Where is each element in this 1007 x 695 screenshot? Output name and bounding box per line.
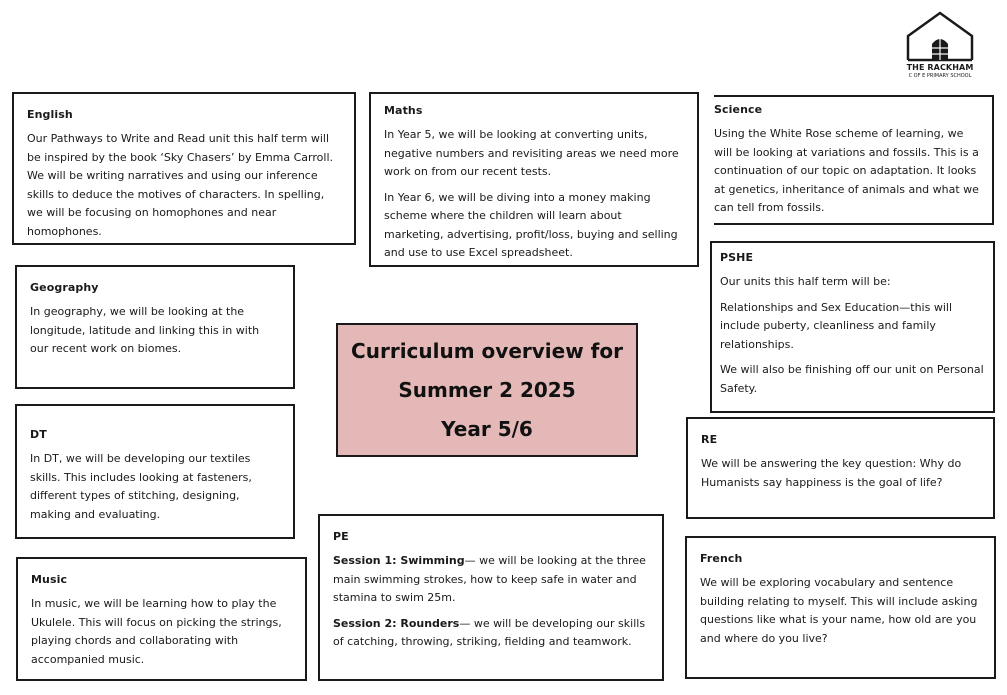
music-panel — [16, 557, 307, 681]
curriculum-title-box — [336, 323, 638, 457]
french-text: We will be exploring vocabulary and sentence building relating to myself. This will include asking questions like what is your name, how old are you and where do you live? — [700, 576, 978, 645]
pe-session-2-label: Session 2: Rounders — [333, 616, 460, 630]
french-heading: French — [700, 552, 743, 565]
music-text: In music, we will be learning how to play the Ukulele. This will focus on picking the strings, playing chords and collaborating with accompanied music. — [31, 597, 282, 666]
pshe-intro-text: Our units this half term will be: — [720, 275, 891, 288]
maths-year5-text: In Year 5, we will be looking at converting units, negative numbers and revisiting areas we need more work on from our recent tests. — [384, 128, 679, 178]
pe-session-1-label: Session 1: Swimming — [333, 554, 465, 567]
pshe-rse-text: Relationships and Sex Education—this will include puberty, cleanliness and family relationships. — [720, 300, 953, 351]
maths-year6-text: In Year 6, we will be diving into a money making scheme where the children will learn about marketing, advertising, profit/loss, buying and selling and use to use Excel spreadsheet. — [384, 190, 678, 259]
english-panel — [12, 92, 356, 245]
french-panel — [685, 536, 996, 679]
dt-text: In DT, we will be developing our textiles skills. This includes looking at fasteners, different types of stitching, designing, making and evaluating. — [30, 452, 252, 521]
title-line-3: Year 5/6 — [441, 416, 533, 441]
geography-heading: Geography — [30, 281, 99, 294]
pshe-panel — [710, 241, 995, 413]
pshe-safety-text: We will also be finishing off our unit on Personal Safety. — [720, 363, 984, 395]
pshe-heading: PSHE — [720, 251, 754, 264]
dt-panel — [15, 404, 295, 539]
maths-panel — [369, 92, 699, 267]
school-name: THE RACKHAM — [906, 63, 974, 72]
science-panel — [714, 95, 994, 225]
science-text: Using the White Rose scheme of learning, we will be looking at variations and fossils. This is a continuation of our topic on adaptation. It looks at genetics, inheritance of animals and what we can tell from fossils. — [714, 127, 979, 214]
re-heading: RE — [701, 433, 718, 446]
maths-heading: Maths — [384, 104, 423, 117]
re-text: We will be answering the key question: Why do Humanists say happiness is the goal of life? — [701, 457, 962, 489]
school-logo — [900, 10, 980, 90]
pe-panel — [318, 514, 664, 681]
pe-session-2-text: — we will be developing our skills of catching, throwing, striking, fielding and teamwork. — [333, 616, 646, 648]
english-heading: English — [27, 108, 73, 121]
title-line-2: Summer 2 2025 — [398, 377, 576, 402]
geography-text: In geography, we will be looking at the longitude, latitude and linking this in with our recent work on biomes. — [30, 305, 260, 355]
pe-session-2 — [333, 615, 649, 652]
school-subtitle: C OF E PRIMARY SCHOOL — [908, 73, 972, 79]
pe-session-1 — [333, 552, 649, 608]
title-line-1: Curriculum overview for — [351, 338, 623, 363]
geography-panel — [15, 265, 295, 389]
dt-heading: DT — [30, 428, 47, 441]
re-panel — [686, 417, 995, 519]
school-building-icon — [905, 10, 975, 62]
music-heading: Music — [31, 573, 68, 586]
english-text: Our Pathways to Write and Read unit this half term will be inspired by the book ‘Sky Chasers’ by Emma Carroll. We will be writing narratives and using our inference skills to deduce the motives of characters. In spelling, we will be focusing on homophones and near homophones. — [27, 132, 333, 238]
science-heading: Science — [714, 103, 763, 116]
pe-heading: PE — [333, 530, 349, 543]
pe-session-1-text: — we will be looking at the three main swimming strokes, how to keep safe in water and stamina to swim 25m. — [333, 554, 646, 604]
